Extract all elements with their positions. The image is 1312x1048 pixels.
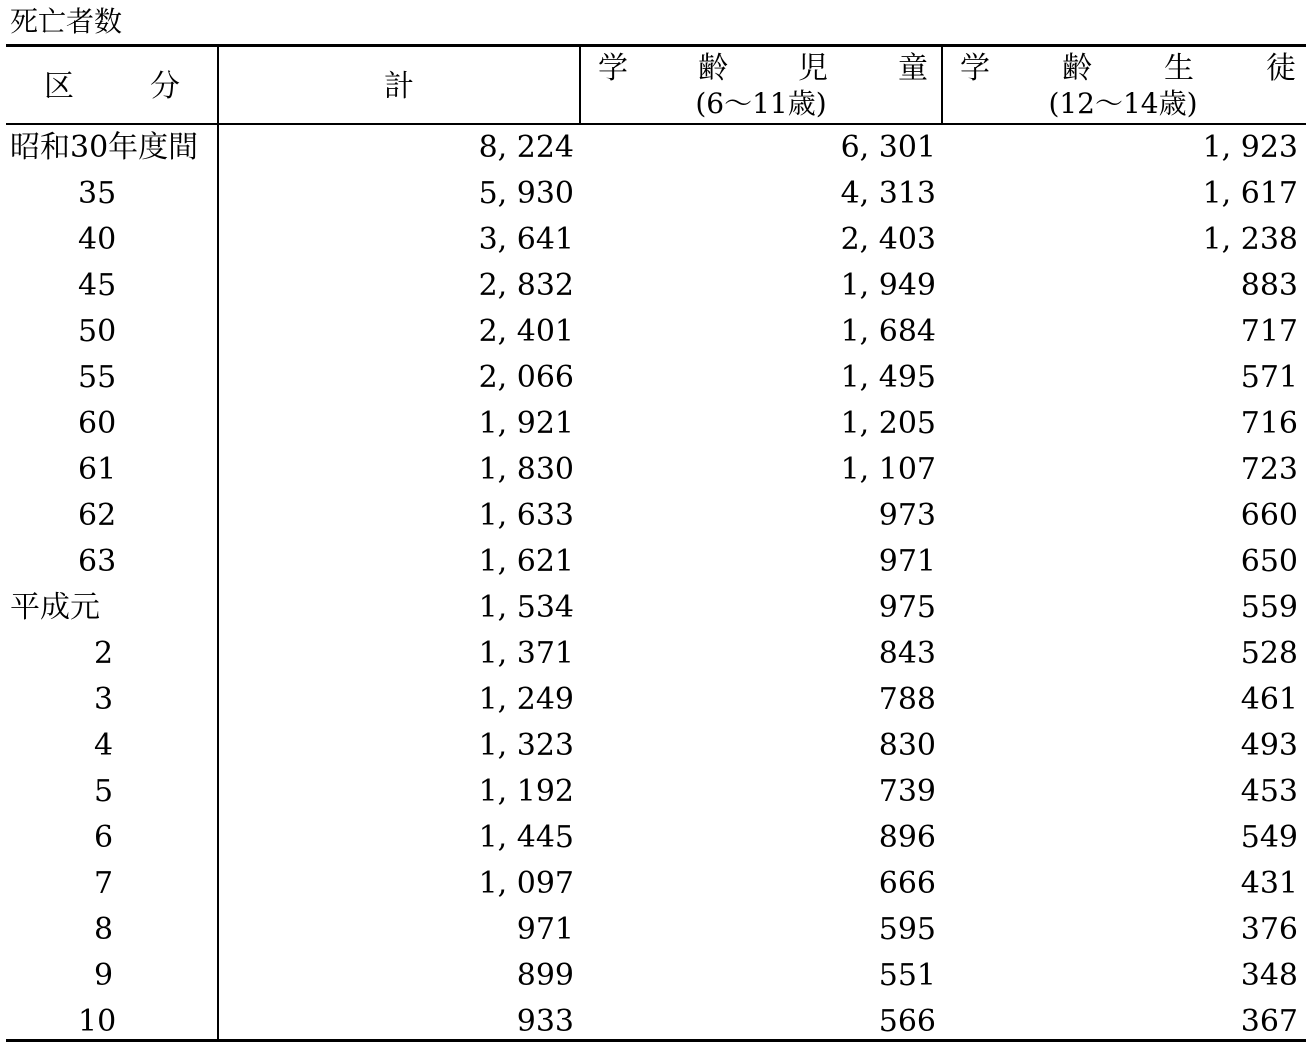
row-label: 35 xyxy=(78,176,117,211)
row-label: 40 xyxy=(78,222,117,257)
children-cell: 971 xyxy=(878,544,936,579)
table-row xyxy=(6,999,1306,1045)
students-cell: 1, 238 xyxy=(1202,222,1298,257)
header-students-range: (12～14歳) xyxy=(1048,87,1198,120)
row-label: 5 xyxy=(94,774,114,809)
row-label: 62 xyxy=(78,498,117,533)
children-cell: 973 xyxy=(878,498,936,533)
students-cell: 559 xyxy=(1240,590,1298,625)
header-children-range: (6～11歳) xyxy=(695,87,827,120)
total-cell: 2, 066 xyxy=(478,360,574,395)
children-cell: 566 xyxy=(878,1004,936,1039)
table-row xyxy=(6,769,1306,815)
children-cell: 830 xyxy=(878,728,936,763)
table-caption: 死亡者数 xyxy=(10,5,123,38)
table-row xyxy=(6,263,1306,309)
row-label: 60 xyxy=(78,406,117,441)
table-row xyxy=(6,631,1306,677)
children-cell: 2, 403 xyxy=(840,222,936,257)
header-total: 計 xyxy=(384,69,414,104)
children-cell: 1, 949 xyxy=(840,268,936,303)
total-cell: 971 xyxy=(516,912,574,947)
row-label: 8 xyxy=(94,912,114,947)
table-row xyxy=(6,953,1306,999)
children-cell: 551 xyxy=(878,958,936,993)
header-children-char: 児 xyxy=(798,51,828,86)
children-cell: 595 xyxy=(878,912,936,947)
students-cell: 376 xyxy=(1240,912,1298,947)
students-cell: 461 xyxy=(1240,682,1298,717)
table-row xyxy=(6,539,1306,585)
header-students xyxy=(960,51,1296,87)
table-row xyxy=(6,171,1306,217)
header-students-char: 齢 xyxy=(1062,51,1092,86)
row-label: 9 xyxy=(94,958,114,993)
row-label: 63 xyxy=(78,544,117,579)
total-cell: 3, 641 xyxy=(478,222,574,257)
table-header xyxy=(6,47,1306,125)
total-cell: 2, 401 xyxy=(478,314,574,349)
total-cell: 1, 323 xyxy=(478,728,574,763)
row-label: 6 xyxy=(94,820,114,855)
students-cell: 348 xyxy=(1240,958,1298,993)
students-cell: 1, 923 xyxy=(1202,130,1298,165)
row-label: 昭和30年度間 xyxy=(10,130,199,165)
students-cell: 723 xyxy=(1240,452,1298,487)
total-cell: 1, 445 xyxy=(478,820,574,855)
students-cell: 367 xyxy=(1240,1004,1298,1039)
total-cell: 1, 097 xyxy=(478,866,574,901)
children-cell: 788 xyxy=(878,682,936,717)
total-cell: 1, 921 xyxy=(478,406,574,441)
students-cell: 650 xyxy=(1240,544,1298,579)
header-students-char: 学 xyxy=(960,51,990,86)
row-label: 平成元 xyxy=(10,590,100,625)
students-cell: 883 xyxy=(1240,268,1298,303)
total-cell: 8, 224 xyxy=(478,130,574,165)
children-cell: 843 xyxy=(878,636,936,671)
students-cell: 571 xyxy=(1240,360,1298,395)
children-cell: 6, 301 xyxy=(840,130,936,165)
table-row xyxy=(6,401,1306,447)
row-label: 45 xyxy=(78,268,117,303)
children-cell: 666 xyxy=(878,866,936,901)
header-division xyxy=(44,69,180,105)
total-cell: 1, 192 xyxy=(478,774,574,809)
children-cell: 1, 684 xyxy=(840,314,936,349)
table-row xyxy=(6,493,1306,539)
data-table xyxy=(6,44,1306,1042)
header-division-char: 分 xyxy=(150,69,180,104)
children-cell: 1, 205 xyxy=(840,406,936,441)
header-children-char: 童 xyxy=(898,51,928,86)
row-label: 10 xyxy=(78,1004,117,1039)
table-row xyxy=(6,861,1306,907)
total-cell: 1, 534 xyxy=(478,590,574,625)
table-row xyxy=(6,907,1306,953)
row-label: 7 xyxy=(94,866,114,901)
children-cell: 1, 107 xyxy=(840,452,936,487)
table-row xyxy=(6,585,1306,631)
total-cell: 1, 249 xyxy=(478,682,574,717)
students-cell: 717 xyxy=(1240,314,1298,349)
table-row xyxy=(6,677,1306,723)
header-division-char: 区 xyxy=(44,69,74,104)
children-cell: 975 xyxy=(878,590,936,625)
header-students-char: 徒 xyxy=(1266,51,1296,86)
students-cell: 493 xyxy=(1240,728,1298,763)
row-label: 50 xyxy=(78,314,117,349)
students-cell: 1, 617 xyxy=(1202,176,1298,211)
children-cell: 1, 495 xyxy=(840,360,936,395)
children-cell: 739 xyxy=(878,774,936,809)
table-row xyxy=(6,447,1306,493)
header-children-char: 齢 xyxy=(698,51,728,86)
students-cell: 716 xyxy=(1240,406,1298,441)
total-cell: 2, 832 xyxy=(478,268,574,303)
students-cell: 549 xyxy=(1240,820,1298,855)
table-row xyxy=(6,309,1306,355)
total-cell: 1, 371 xyxy=(478,636,574,671)
total-cell: 1, 633 xyxy=(478,498,574,533)
table-row xyxy=(6,723,1306,769)
row-label: 3 xyxy=(94,682,114,717)
total-cell: 5, 930 xyxy=(478,176,574,211)
students-cell: 528 xyxy=(1240,636,1298,671)
children-cell: 4, 313 xyxy=(840,176,936,211)
total-cell: 899 xyxy=(516,958,574,993)
table-row xyxy=(6,815,1306,861)
students-cell: 660 xyxy=(1240,498,1298,533)
row-label: 61 xyxy=(78,452,117,487)
table-row xyxy=(6,355,1306,401)
total-cell: 1, 621 xyxy=(478,544,574,579)
row-label: 4 xyxy=(94,728,114,763)
children-cell: 896 xyxy=(878,820,936,855)
total-cell: 1, 830 xyxy=(478,452,574,487)
header-students-char: 生 xyxy=(1164,51,1194,86)
table-row xyxy=(6,217,1306,263)
students-cell: 453 xyxy=(1240,774,1298,809)
total-cell: 933 xyxy=(516,1004,574,1039)
row-label: 2 xyxy=(94,636,114,671)
header-children-char: 学 xyxy=(598,51,628,86)
header-children xyxy=(598,51,928,87)
students-cell: 431 xyxy=(1240,866,1298,901)
row-label: 55 xyxy=(78,360,117,395)
table-row xyxy=(6,125,1306,171)
